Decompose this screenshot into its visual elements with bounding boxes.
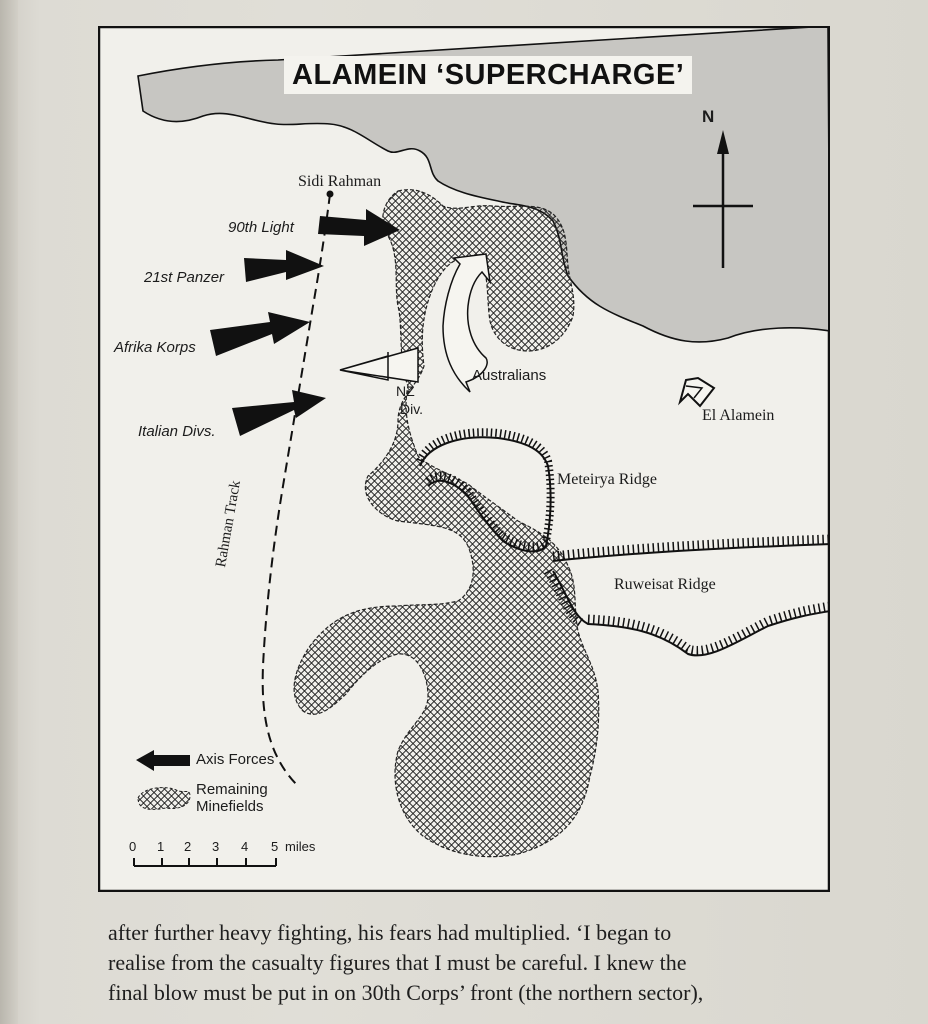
rahman-track-label: Rahman Track (213, 479, 245, 569)
north-label: N (702, 107, 715, 126)
map-title: ALAMEIN ‘SUPERCHARGE’ (284, 56, 692, 94)
legend-minefields-line1: Remaining (196, 781, 268, 798)
body-text (108, 918, 848, 1008)
meteirya-ridge-label: Meteirya Ridge (557, 471, 657, 488)
legend-axis-forces-label: Axis Forces (196, 751, 275, 768)
legend-minefields-line2: Minefields (196, 798, 264, 815)
label-nz-line1: NZ (396, 383, 415, 399)
scale-tick-5: 5 (271, 839, 279, 854)
label-21st-panzer: 21st Panzer (144, 269, 225, 286)
map-figure (98, 26, 830, 892)
ruweisat-ridge-label: Ruweisat Ridge (614, 576, 716, 593)
label-australians: Australians (472, 367, 547, 384)
page-gutter (0, 0, 18, 1024)
sidi-rahman-dot (327, 191, 334, 198)
body-line: realise from the casualty figures that I must be careful. I knew the (108, 950, 687, 975)
label-nz-line2: Div. (400, 401, 424, 417)
scale-unit: miles (285, 839, 316, 854)
body-line: final blow must be put in on 30th Corps’ front (the northern sector), (108, 980, 704, 1005)
label-italian-divs: Italian Divs. (138, 423, 216, 440)
label-90th-light: 90th Light (228, 219, 294, 236)
scale-tick-3: 3 (212, 839, 220, 854)
scale-tick-4: 4 (241, 839, 249, 854)
label-afrika-korps: Afrika Korps (114, 339, 196, 356)
scale-tick-1: 1 (157, 839, 165, 854)
sidi-rahman-label: Sidi Rahman (298, 173, 382, 190)
body-line: after further heavy fighting, his fears had multiplied. ‘I began to (108, 920, 672, 945)
scale-tick-0: 0 (129, 839, 137, 854)
el-alamein-label: El Alamein (702, 407, 775, 424)
scale-tick-2: 2 (184, 839, 192, 854)
